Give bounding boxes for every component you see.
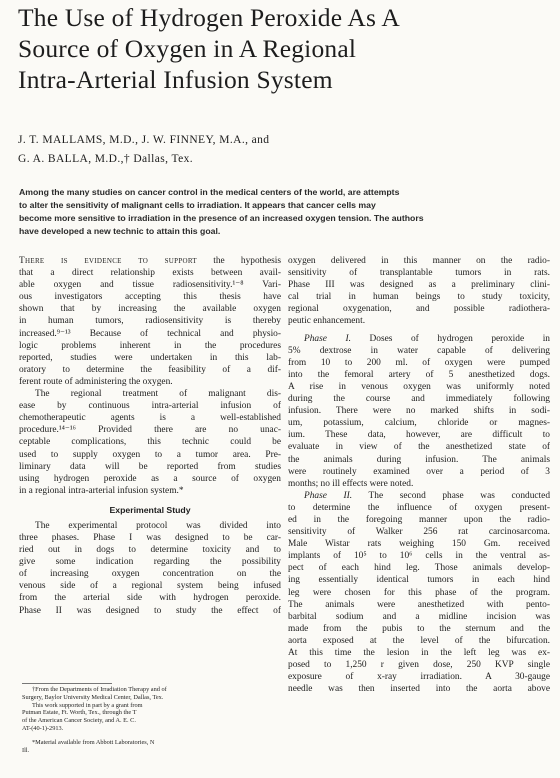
- body-line: [288, 333, 550, 345]
- body-line: needle was then inserted into the aorta above: [288, 684, 550, 695]
- body-line: sensitivity of Walker 256 rat carcinosarcoma.: [288, 527, 550, 538]
- lead-in-rest: the hypothesis: [197, 256, 282, 266]
- body-line: in a regional intra-arterial infusion system.*: [19, 485, 184, 496]
- phase-label: Phase II.: [304, 490, 353, 501]
- body-line: The regional treatment of malignant dis-: [35, 389, 281, 400]
- body-line: to determine the influence of oxygen present-: [288, 502, 550, 513]
- phase-label: Phase I.: [304, 333, 351, 344]
- body-line: oxygen delivered in this manner on the radio-: [288, 256, 550, 266]
- body-line: 5% dextrose in water capable of delivering: [288, 345, 550, 356]
- footnote-line: *Material available from Abbott Laboratories, N: [32, 738, 155, 746]
- body-line: pect of each hind leg. Those animals develop-: [288, 563, 550, 574]
- author-line: G. A. BALLA, M.D.,† Dallas, Tex.: [18, 153, 194, 165]
- article-title: [18, 2, 558, 95]
- body-line: the animals during infusion. The animals: [288, 454, 550, 465]
- body-line: ceptable complications, this technic could be: [19, 437, 281, 448]
- body-line: oratory to determine the feasibility of a dif-: [19, 364, 281, 375]
- body-line: leg were chosen for this phase of the program.: [288, 587, 550, 598]
- body-line: venous side of a regional system being infused: [19, 581, 281, 592]
- body-line: were routinely examined over a period of 3: [288, 466, 550, 477]
- body-line: peutic enhancement.: [288, 316, 366, 327]
- body-line: able oxygen and tissue radiosensitivity.¹⁻⁸ Vari-: [19, 280, 281, 291]
- body-line: made from the pubis to the sternum and the: [288, 623, 550, 634]
- body-line: into the femoral artery of 5 anesthetized dogs.: [288, 369, 550, 380]
- footnote-line: AT-(40-1)-2913.: [22, 724, 64, 732]
- body-line: ium. These data, however, are difficult to: [288, 430, 550, 441]
- body-line: that a direct relationship exists between avail-: [19, 268, 281, 279]
- body-line: from 10 to 200 ml. of oxygen were pumped: [288, 357, 550, 368]
- footnote-rule: [22, 683, 112, 684]
- phase-one-paragraph: [288, 333, 550, 490]
- body-line: of increasing oxygen concentration on the: [19, 569, 281, 580]
- paragraph: [19, 520, 281, 617]
- right-column: [288, 255, 550, 695]
- body-line: Male Wistar rats weighing 150 Gm. received: [288, 539, 550, 550]
- body-line: months; no ill effects were noted.: [288, 478, 414, 489]
- body-line: sensitivity of transplantable tumors in rats.: [288, 268, 550, 279]
- body-line: implants of 10⁵ to 10⁶ cells in the ventral as-: [288, 551, 550, 562]
- lead-in-text: There is evidence to support: [19, 256, 198, 266]
- footnote-line: Ill.: [22, 746, 30, 754]
- body-line: At this time the lesion in the left leg was ex-: [288, 648, 550, 658]
- abstract-line: to alter the sensitivity of malignant cells to irradiation. It appears that cancer cells may: [19, 200, 376, 210]
- body-line: give some indication regarding the possibility: [19, 557, 281, 568]
- abstract: [19, 186, 543, 238]
- body-line: ferent route of administering the oxygen.: [19, 376, 173, 387]
- section-heading: Experimental Study: [109, 504, 191, 515]
- body-line: Phase III was designed as a preliminary clini-: [288, 280, 550, 291]
- footnotes: [22, 683, 272, 754]
- paragraph: [19, 388, 281, 497]
- body-line: ing essentially identical tumors in each hind: [288, 575, 550, 586]
- body-line: The animals were anesthetized with pento-: [288, 599, 550, 610]
- body-line: barbital sodium and a midline incision was: [288, 611, 550, 622]
- body-line: A rise in venous oxygen was uniformly noted: [288, 381, 550, 392]
- phase-two-paragraph: [288, 490, 550, 696]
- body-line: [288, 490, 550, 502]
- body-line: used to supply oxygen to a tumor area. Pre-: [19, 449, 281, 460]
- body-line: exposure of x-ray irradiation. A 30-gauge: [288, 672, 550, 683]
- body-line: [19, 255, 281, 267]
- body-line: posed to 1,250 r given dose, 250 KVP single: [288, 660, 550, 671]
- body-line: from the arterial side with hydrogen peroxide.: [19, 593, 281, 604]
- body-line: um, potassium, calcium, chloride or magnes-: [288, 418, 550, 429]
- phase-text: Doses of hydrogen peroxide in: [350, 333, 550, 344]
- body-line: liminary data will be reported from studies: [19, 461, 281, 472]
- body-line: increased.⁹⁻¹³ Because of technical and physio-: [19, 328, 281, 339]
- left-column: [19, 255, 281, 617]
- abstract-line: have developed a new technic to attain this goal.: [19, 226, 221, 236]
- body-line: regional oxygenation, and possible radiothera-: [288, 304, 550, 315]
- footnote-line: Putman Estate, Ft. Worth, Tex., through the T: [22, 709, 137, 717]
- phase-text: The second phase was conducted: [352, 490, 551, 501]
- author-byline: [18, 131, 548, 169]
- title-line: Intra-Arterial Infusion System: [18, 65, 333, 94]
- abstract-line: Among the many studies on cancer control in the medical centers of the world, are attempts: [19, 187, 400, 197]
- body-line: aorta exposed at the level of the bifurcation.: [288, 635, 550, 646]
- body-line: infusion. There were no marked shifts in sodi-: [288, 406, 550, 417]
- body-line: ed in the foregoing manner upon the radio-: [288, 514, 550, 525]
- footnote-line: Surgery, Baylor University Medical Center, Dallas, Tex.: [22, 693, 164, 701]
- body-line: procedure.¹⁴⁻¹⁶ Provided there are no unac-: [19, 425, 281, 436]
- body-line: reported, studies were undertaken in this lab-: [19, 352, 281, 363]
- body-line: cal trial in human beings to study toxicity,: [288, 292, 550, 303]
- title-line: Source of Oxygen in A Regional: [18, 34, 357, 63]
- author-line: J. T. MALLAMS, M.D., J. W. FINNEY, M.A., and: [18, 134, 270, 146]
- body-line: ous investigators accepting this thesis have: [19, 292, 281, 303]
- body-line: three phases. Phase I was designed to be car-: [19, 532, 281, 543]
- body-line: during the course and immediately following: [288, 394, 550, 405]
- body-line: shown that by increasing the available oxygen: [19, 304, 281, 315]
- body-line: logic problems inherent in the procedures: [19, 340, 281, 351]
- abstract-line: become more sensitive to irradiation in the presence of an increased oxygen tension. The authors: [19, 213, 424, 223]
- body-line: in human tumors, radiosensitivity is thereby: [19, 316, 281, 327]
- footnote-line: of the American Cancer Society, and A. E. C.: [22, 717, 136, 725]
- body-line: chemotherapeutic agents is a well-established: [19, 413, 281, 424]
- body-line: ease by continuous intra-arterial infusion of: [19, 401, 281, 412]
- body-line: using hydrogen peroxide as a source of oxygen: [19, 473, 281, 484]
- body-line: The experimental protocol was divided into: [35, 520, 281, 531]
- footnote-line: This work supported in part by a grant from: [32, 701, 143, 709]
- body-line: evaluate in view of the anesthetized state of: [288, 442, 550, 453]
- paragraph: [288, 255, 550, 328]
- title-line: The Use of Hydrogen Peroxide As A: [18, 3, 400, 32]
- body-line: ried out in dogs to determine toxicity and to: [19, 545, 281, 556]
- body-line: Phase II was designed to study the effect of: [19, 605, 281, 616]
- footnote-line: †From the Departments of Irradiation Therapy and of: [32, 686, 167, 693]
- intro-paragraph: [19, 255, 281, 388]
